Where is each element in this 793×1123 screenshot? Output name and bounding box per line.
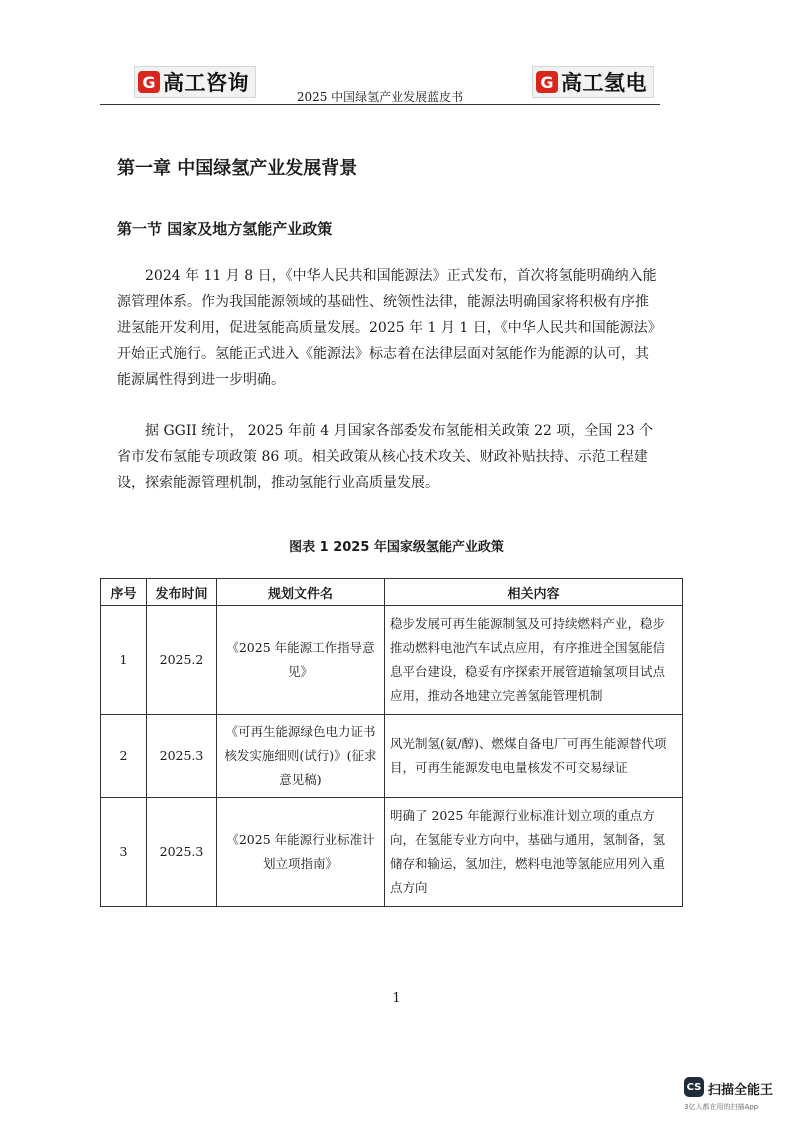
section-title: 第一节 国家及地方氢能产业政策 bbox=[117, 220, 333, 238]
header-title: 2025 中国绿氢产业发展蓝皮书 bbox=[296, 90, 464, 104]
table-header-row bbox=[101, 579, 683, 606]
cell-no: 3 bbox=[101, 798, 147, 907]
watermark-name: 扫描全能王 bbox=[708, 1083, 774, 1098]
cell-content: 风光制氢(氨/醇)、燃煤自备电厂可再生能源替代项目，可再生能源发电电量核发不可交易绿证 bbox=[385, 715, 683, 798]
cell-no: 1 bbox=[101, 606, 147, 715]
column-header-name: 规划文件名 bbox=[217, 579, 385, 606]
page-header bbox=[100, 66, 660, 106]
cell-content: 稳步发展可再生能源制氢及可持续燃料产业，稳步推动燃料电池汽车试点应用，有序推进全国氢能信息平台建设，稳妥有序探索开展管道输氢项目试点应用，推动各地建立完善氢能管理机制 bbox=[385, 606, 683, 715]
cell-date: 2025.3 bbox=[147, 798, 217, 907]
cell-no: 2 bbox=[101, 715, 147, 798]
g-logo-icon: G bbox=[536, 71, 558, 93]
policy-table bbox=[100, 578, 683, 907]
cell-date: 2025.2 bbox=[147, 606, 217, 715]
cell-name: 《可再生能源绿色电力证书核发实施细则(试行)》(征求意见稿) bbox=[217, 715, 385, 798]
cell-content: 明确了 2025 年能源行业标准计划立项的重点方向，在氢能专业方向中，基础与通用，氢制备，氢储存和输运，氢加注，燃料电池等氢能应用列入重点方向 bbox=[385, 798, 683, 907]
logo-left-text: 高工咨询 bbox=[163, 71, 249, 95]
g-logo-icon: G bbox=[138, 71, 160, 93]
column-header-no: 序号 bbox=[101, 579, 147, 606]
column-header-content: 相关内容 bbox=[385, 579, 683, 606]
cell-name: 《2025 年能源工作指导意见》 bbox=[217, 606, 385, 715]
body-paragraph: 据 GGII 统计， 2025 年前 4 月国家各部委发布氢能相关政策 22 项，全国 23 个省市发布氢能专项政策 86 项。相关政策从核心技术攻关、财政补贴扶持、示范工程建设，探索能源管理机制，推动氢能行业高质量发展。 bbox=[117, 423, 654, 491]
watermark-subtitle: 3亿人都在用的扫描App bbox=[684, 1103, 759, 1111]
table-caption: 图表 1 2025 年国家级氢能产业政策 bbox=[289, 540, 504, 555]
gaogong-hydrogen-logo bbox=[532, 66, 654, 98]
column-header-date: 发布时间 bbox=[147, 579, 217, 606]
logo-right-text: 高工氢电 bbox=[561, 71, 647, 95]
cell-name: 《2025 年能源行业标准计划立项指南》 bbox=[217, 798, 385, 907]
cell-date: 2025.3 bbox=[147, 715, 217, 798]
table-row bbox=[101, 798, 683, 907]
body-paragraph: 2024 年 11 月 8 日，《中华人民共和国能源法》正式发布，首次将氢能明确纳入能源管理体系。作为我国能源领域的基础性、统领性法律，能源法明确国家将积极有序推进氢能开发利用，促进氢能高质量发展。2025 年 1 月 1 日，《中华人民共和国能源法》开始正式施行。氢能正式进入《能源法》标志着在法律层面对氢能作为能源的认可，其能源属性得到进一步明确。 bbox=[117, 268, 657, 388]
camscanner-watermark bbox=[684, 1077, 788, 1117]
page-number: 1 bbox=[392, 991, 401, 1006]
table-row bbox=[101, 715, 683, 798]
camscanner-icon: CS bbox=[684, 1077, 704, 1097]
header-divider bbox=[100, 104, 660, 105]
table-row bbox=[101, 606, 683, 715]
chapter-title: 第一章 中国绿氢产业发展背景 bbox=[117, 158, 358, 179]
